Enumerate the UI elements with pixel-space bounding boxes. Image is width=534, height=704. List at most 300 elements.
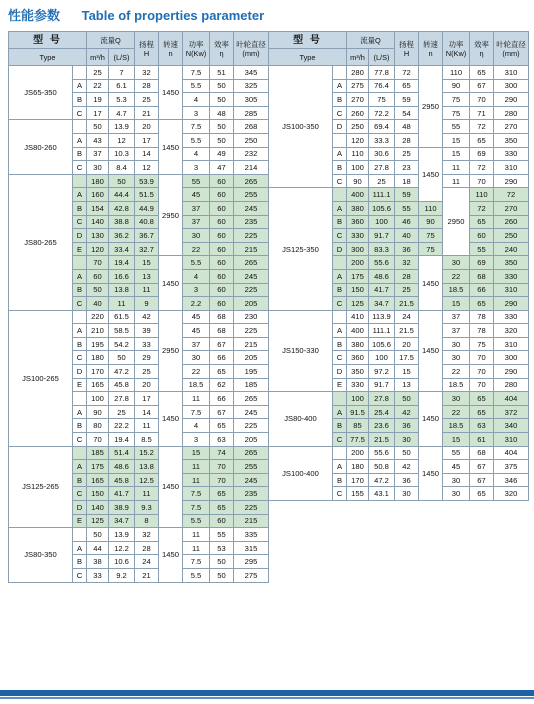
flow-ls-cell: 50 (109, 174, 135, 188)
efficiency-cell: 70 (470, 351, 494, 365)
impeller-cell: 232 (234, 147, 269, 161)
model-cell: JS80-400 (269, 392, 333, 446)
flow-ls-cell: 76.4 (369, 79, 395, 93)
efficiency-cell: 70 (470, 365, 494, 379)
impeller-cell: 250 (494, 229, 529, 243)
model-cell: JS65-350 (9, 66, 73, 120)
efficiency-cell: 49 (210, 147, 234, 161)
flow-ls-cell: 41.7 (369, 283, 395, 297)
flow-ls-cell: 25 (109, 405, 135, 419)
impeller-cell: 310 (494, 161, 529, 175)
power-cell: 11 (443, 161, 470, 175)
power-cell: 5.5 (183, 133, 210, 147)
variant-cell: B (73, 147, 87, 161)
power-cell: 7.5 (183, 487, 210, 501)
flow-m3h-cell: 100 (347, 392, 369, 406)
power-cell: 11 (183, 528, 210, 542)
head-cell: 33 (135, 337, 159, 351)
efficiency-cell: 63 (210, 433, 234, 447)
flow-ls-cell: 36.2 (109, 229, 135, 243)
efficiency-cell: 60 (210, 174, 234, 188)
head-cell: 50 (395, 446, 419, 460)
impeller-cell: 245 (234, 473, 269, 487)
speed-cell: 1450 (419, 310, 443, 392)
flow-m3h-cell: 38 (87, 555, 109, 569)
power-cell: 11 (443, 174, 470, 188)
header-efficiency: 效率 η (470, 32, 494, 66)
variant-cell: B (73, 419, 87, 433)
flow-ls-cell: 27.8 (109, 392, 135, 406)
impeller-cell: 265 (234, 446, 269, 460)
variant-cell: A (333, 460, 347, 474)
table-row (9, 174, 269, 188)
efficiency-cell: 61 (470, 433, 494, 447)
flow-ls-cell: 4.7 (109, 106, 135, 120)
flow-m3h-cell: 360 (347, 215, 369, 229)
flow-ls-cell: 12 (109, 133, 135, 147)
efficiency-cell: 72 (470, 201, 494, 215)
impeller-cell: 235 (234, 215, 269, 229)
variant-cell: E (333, 378, 347, 392)
flow-ls-cell: 54.2 (109, 337, 135, 351)
head-cell: 9 (135, 297, 159, 311)
power-cell: 11 (183, 460, 210, 474)
head-cell: 30 (395, 433, 419, 447)
power-cell: 7.5 (183, 405, 210, 419)
efficiency-cell: 68 (470, 446, 494, 460)
flow-ls-cell: 12.2 (109, 541, 135, 555)
efficiency-cell: 67 (210, 405, 234, 419)
power-cell: 45 (443, 460, 470, 474)
flow-m3h-cell: 155 (347, 487, 369, 501)
flow-ls-cell: 19.4 (109, 256, 135, 270)
flow-ls-cell: 50.8 (369, 460, 395, 474)
variant-cell: C (73, 568, 87, 582)
speed-cell: 2950 (159, 310, 183, 392)
head-cell: 21 (135, 106, 159, 120)
impeller-cell: 265 (234, 256, 269, 270)
power-cell: 30 (443, 256, 470, 270)
efficiency-cell: 50 (210, 93, 234, 107)
efficiency-cell: 48 (210, 106, 234, 120)
impeller-cell: 290 (494, 174, 529, 188)
efficiency-cell: 72 (470, 161, 494, 175)
page-title (8, 6, 264, 24)
variant-cell: C (333, 433, 347, 447)
variant-cell: B (73, 201, 87, 215)
flow-ls-cell: 58.5 (109, 324, 135, 338)
speed-cell: 1450 (159, 256, 183, 310)
impeller-cell: 270 (494, 201, 529, 215)
flow-m3h-cell: 200 (347, 256, 369, 270)
speed-cell: 1450 (159, 66, 183, 120)
efficiency-cell: 70 (210, 460, 234, 474)
variant-cell: B (73, 283, 87, 297)
power-cell: 3 (183, 161, 210, 175)
head-cell: 21.5 (395, 324, 419, 338)
head-cell: 24 (135, 555, 159, 569)
variant-cell: C (73, 106, 87, 120)
flow-m3h-cell: 185 (87, 446, 109, 460)
header-impeller: 叶轮直径 (mm) (234, 32, 269, 66)
head-cell: 40.8 (135, 215, 159, 229)
flow-m3h-cell: 195 (87, 337, 109, 351)
impeller-cell: 404 (494, 392, 529, 406)
variant-cell: A (73, 188, 87, 202)
impeller-cell: 305 (234, 93, 269, 107)
efficiency-cell: 67 (470, 473, 494, 487)
power-cell: 15 (443, 147, 470, 161)
efficiency-cell: 78 (470, 324, 494, 338)
flow-ls-cell: 34.7 (369, 297, 395, 311)
variant-cell: B (73, 473, 87, 487)
head-cell: 25 (395, 283, 419, 297)
flow-ls-cell: 42.8 (109, 201, 135, 215)
efficiency-cell: 65 (210, 419, 234, 433)
variant-cell: A (73, 269, 87, 283)
flow-m3h-cell: 170 (347, 473, 369, 487)
variant-cell (73, 446, 87, 460)
impeller-cell: 290 (494, 93, 529, 107)
variant-cell: D (333, 120, 347, 134)
head-cell: 17 (135, 133, 159, 147)
variant-cell: D (333, 365, 347, 379)
efficiency-cell: 78 (470, 310, 494, 324)
variant-cell (333, 133, 347, 147)
efficiency-cell: 66 (210, 392, 234, 406)
flow-ls-cell: 111.1 (369, 188, 395, 202)
head-cell: 28 (395, 269, 419, 283)
flow-ls-cell: 22.2 (109, 419, 135, 433)
power-cell: 55 (443, 446, 470, 460)
head-cell: 21 (135, 568, 159, 582)
head-cell: 20 (395, 337, 419, 351)
efficiency-cell: 50 (210, 79, 234, 93)
flow-m3h-cell: 100 (347, 161, 369, 175)
variant-cell: B (73, 93, 87, 107)
impeller-cell: 310 (494, 66, 529, 80)
efficiency-cell: 67 (470, 460, 494, 474)
impeller-cell: 350 (494, 256, 529, 270)
head-cell: 11 (135, 283, 159, 297)
impeller-cell: 235 (234, 487, 269, 501)
flow-m3h-cell: 170 (87, 365, 109, 379)
flow-ls-cell: 19.4 (109, 433, 135, 447)
power-cell: 3 (183, 433, 210, 447)
impeller-cell: 265 (234, 174, 269, 188)
variant-cell: C (73, 487, 87, 501)
model-cell: JS125-350 (269, 188, 333, 310)
flow-m3h-cell: 140 (87, 501, 109, 515)
impeller-cell: 340 (494, 419, 529, 433)
efficiency-cell: 75 (470, 337, 494, 351)
impeller-cell: 275 (234, 568, 269, 582)
model-cell: JS150-330 (269, 310, 333, 392)
flow-ls-cell: 38.9 (109, 501, 135, 515)
impeller-cell: 330 (494, 269, 529, 283)
impeller-cell: 245 (234, 269, 269, 283)
variant-cell: A (73, 405, 87, 419)
power-cell: 11 (183, 541, 210, 555)
efficiency-cell: 60 (210, 229, 234, 243)
flow-ls-cell: 91.7 (369, 229, 395, 243)
header-flow: 流量Q (347, 32, 395, 49)
head-cell: 24 (395, 310, 419, 324)
flow-ls-cell: 111.1 (369, 324, 395, 338)
flow-ls-cell: 5.3 (109, 93, 135, 107)
flow-m3h-cell: 120 (87, 242, 109, 256)
speed-cell: 1450 (419, 147, 443, 201)
variant-cell: D (73, 229, 87, 243)
flow-m3h-cell: 360 (347, 351, 369, 365)
header-flow: 流量Q (87, 32, 135, 49)
efficiency-cell: 67 (470, 79, 494, 93)
flow-ls-cell: 25 (369, 174, 395, 188)
head-cell: 14 (135, 405, 159, 419)
flow-ls-cell: 50 (109, 351, 135, 365)
efficiency-cell: 65 (470, 405, 494, 419)
speed-cell: 1450 (159, 528, 183, 582)
variant-cell: C (333, 229, 347, 243)
variant-cell: B (333, 473, 347, 487)
head-cell: 59 (395, 93, 419, 107)
power-cell: 45 (183, 324, 210, 338)
flow-m3h-cell: 165 (87, 473, 109, 487)
table-row (9, 446, 269, 460)
head-cell: 59 (395, 188, 419, 202)
flow-m3h-cell: 175 (87, 460, 109, 474)
power-cell: 30 (443, 392, 470, 406)
efficiency-cell: 60 (210, 514, 234, 528)
header-type: Type (9, 49, 87, 66)
flow-m3h-cell: 80 (87, 419, 109, 433)
head-cell: 28 (395, 133, 419, 147)
flow-m3h-cell: 77.5 (347, 433, 369, 447)
right-properties-table (268, 31, 528, 501)
efficiency-cell: 66 (470, 283, 494, 297)
speed-cell: 1450 (159, 446, 183, 528)
power-cell: 18.5 (183, 378, 210, 392)
impeller-cell: 230 (234, 310, 269, 324)
power-cell: 11 (183, 473, 210, 487)
power-cell: 15 (183, 446, 210, 460)
footer-accent-line (30, 688, 410, 690)
flow-ls-cell: 7 (109, 66, 135, 80)
flow-m3h-cell: 175 (347, 269, 369, 283)
left-properties-table (8, 31, 268, 583)
flow-m3h-cell: 165 (87, 378, 109, 392)
impeller-cell: 265 (234, 392, 269, 406)
variant-cell: B (73, 555, 87, 569)
variant-cell (333, 446, 347, 460)
flow-m3h-cell: 200 (347, 446, 369, 460)
variant-cell: C (333, 106, 347, 120)
impeller-cell: 225 (234, 501, 269, 515)
speed-cell: 1450 (419, 256, 443, 310)
flow-m3h-cell: 25 (87, 66, 109, 80)
header-flow-ls: (L/S) (369, 49, 395, 66)
flow-m3h-cell: 120 (347, 133, 369, 147)
power-cell: 7.5 (183, 120, 210, 134)
variant-cell: A (333, 201, 347, 215)
flow-m3h-cell: 220 (87, 310, 109, 324)
impeller-cell: 375 (494, 460, 529, 474)
flow-ls-cell: 21.5 (369, 433, 395, 447)
flow-ls-cell: 47.2 (369, 473, 395, 487)
flow-m3h-cell: 85 (347, 419, 369, 433)
flow-m3h-cell: 30 (87, 161, 109, 175)
flow-ls-cell: 30.6 (369, 147, 395, 161)
power-cell: 45 (183, 310, 210, 324)
flow-ls-cell: 13.9 (109, 120, 135, 134)
impeller-cell: 295 (234, 555, 269, 569)
impeller-cell: 225 (234, 419, 269, 433)
efficiency-cell: 65 (470, 215, 494, 229)
impeller-cell: 310 (494, 283, 529, 297)
header-power: 功率 N(Kw) (443, 32, 470, 66)
efficiency-cell: 65 (470, 487, 494, 501)
head-cell: 42 (395, 460, 419, 474)
flow-m3h-cell: 270 (347, 93, 369, 107)
impeller-cell: 270 (494, 120, 529, 134)
impeller-cell: 300 (494, 79, 529, 93)
impeller-cell: 268 (234, 120, 269, 134)
flow-m3h-cell: 60 (87, 269, 109, 283)
variant-cell: E (73, 378, 87, 392)
flow-m3h-cell: 330 (347, 229, 369, 243)
efficiency-cell: 68 (210, 310, 234, 324)
efficiency-cell: 65 (210, 365, 234, 379)
variant-cell: C (73, 215, 87, 229)
head-cell: 20 (135, 378, 159, 392)
flow-ls-cell: 27.8 (369, 392, 395, 406)
efficiency-cell: 69 (470, 256, 494, 270)
head-cell: 14 (135, 147, 159, 161)
head-cell: 30 (395, 487, 419, 501)
flow-ls-cell: 41.7 (109, 487, 135, 501)
flow-ls-cell: 100 (369, 351, 395, 365)
impeller-cell: 280 (494, 106, 529, 120)
variant-cell: A (73, 79, 87, 93)
power-cell: 5.5 (183, 568, 210, 582)
impeller-cell: 215 (234, 242, 269, 256)
header-flow-m3h: m³/h (87, 49, 109, 66)
flow-ls-cell: 105.6 (369, 337, 395, 351)
impeller-cell: 285 (234, 106, 269, 120)
power-cell: 30 (443, 337, 470, 351)
head-cell: 36.7 (135, 229, 159, 243)
flow-ls-cell: 33.3 (369, 133, 395, 147)
table-row (269, 392, 529, 406)
variant-cell (73, 66, 87, 80)
power-cell: 3 (183, 283, 210, 297)
model-cell: JS80-265 (9, 174, 73, 310)
variant-cell: A (333, 405, 347, 419)
flow-ls-cell: 113.9 (369, 310, 395, 324)
flow-m3h-cell: 125 (347, 297, 369, 311)
flow-m3h-cell: 180 (347, 460, 369, 474)
variant-cell: B (333, 283, 347, 297)
impeller-cell: 320 (494, 324, 529, 338)
flow-m3h-cell: 250 (347, 120, 369, 134)
efficiency-cell: 70 (470, 378, 494, 392)
power-cell: 18.5 (443, 283, 470, 297)
speed-cell: 2950 (159, 174, 183, 256)
head-cell: 72 (395, 66, 419, 80)
power-cell: 18.5 (443, 378, 470, 392)
impeller-cell: 185 (234, 378, 269, 392)
impeller-cell: 290 (494, 365, 529, 379)
flow-ls-cell: 91.7 (369, 378, 395, 392)
flow-m3h-cell: 43 (87, 133, 109, 147)
efficiency-cell: 60 (210, 297, 234, 311)
efficiency-cell: 65 (470, 66, 494, 80)
efficiency-cell: 70 (470, 174, 494, 188)
header-head: 扬程 H (135, 32, 159, 66)
efficiency-cell: 50 (210, 120, 234, 134)
table-row (9, 66, 269, 80)
model-cell: JS80-260 (9, 120, 73, 174)
variant-cell: A (333, 147, 347, 161)
impeller-cell: 404 (494, 446, 529, 460)
efficiency-cell: 67 (210, 337, 234, 351)
variant-cell: C (73, 351, 87, 365)
power-cell: 18.5 (443, 419, 470, 433)
head-cell: 15 (135, 256, 159, 270)
flow-ls-cell: 55.6 (369, 446, 395, 460)
speed-cell: 1450 (419, 392, 443, 446)
flow-m3h-cell: 33 (87, 568, 109, 582)
variant-cell: A (333, 269, 347, 283)
efficiency-cell: 65 (470, 133, 494, 147)
head-cell: 42 (395, 405, 419, 419)
flow-m3h-cell: 150 (87, 487, 109, 501)
power-cell: 30 (183, 351, 210, 365)
variant-cell (73, 392, 87, 406)
flow-ls-cell: 9.2 (109, 568, 135, 582)
header-impeller: 叶轮直径 (mm) (494, 32, 529, 66)
table-row (9, 528, 269, 542)
variant-cell: C (333, 487, 347, 501)
head-cell: 42 (135, 310, 159, 324)
flow-ls-cell: 77.8 (369, 66, 395, 80)
head-cell: 28 (135, 541, 159, 555)
head-cell: 9.3 (135, 501, 159, 515)
variant-cell: B (333, 161, 347, 175)
efficiency-cell: 65 (210, 487, 234, 501)
head-cell: 46 (395, 215, 419, 229)
efficiency-cell: 69 (470, 147, 494, 161)
impeller-cell: 214 (234, 161, 269, 175)
variant-cell: A (73, 541, 87, 555)
impeller-cell: 300 (494, 351, 529, 365)
impeller-cell: 255 (234, 460, 269, 474)
power-cell: 75 (419, 229, 443, 243)
variant-cell (333, 188, 347, 202)
flow-ls-cell: 33.4 (109, 242, 135, 256)
variant-cell: B (333, 337, 347, 351)
head-cell: 25 (135, 365, 159, 379)
head-cell: 21.5 (395, 297, 419, 311)
impeller-cell: 372 (494, 405, 529, 419)
flow-ls-cell: 44.4 (109, 188, 135, 202)
table-row (269, 446, 529, 460)
table-row (269, 66, 529, 80)
head-cell: 48 (395, 120, 419, 134)
impeller-cell: 260 (494, 215, 529, 229)
impeller-cell: 320 (494, 487, 529, 501)
flow-ls-cell: 47.2 (109, 365, 135, 379)
